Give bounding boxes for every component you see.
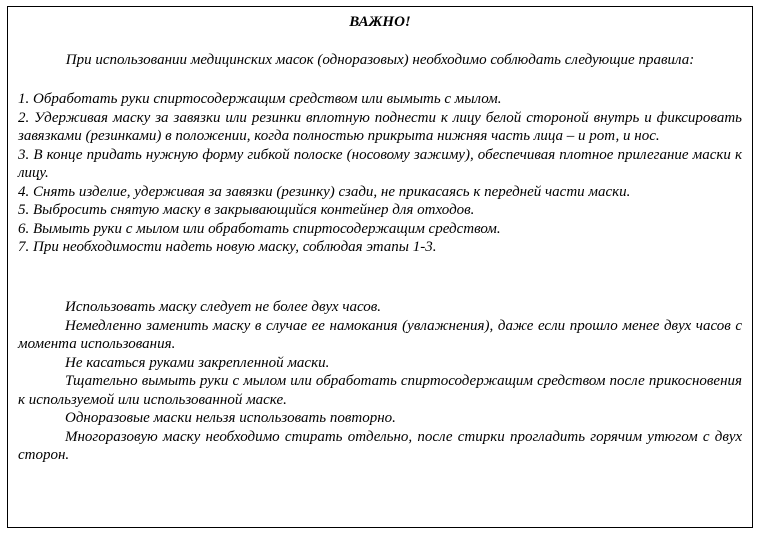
rule-item: 5. Выбросить снятую маску в закрывающийся контейнер для отходов. xyxy=(18,202,475,218)
rule-item: 3. В конце придать нужную форму гибкой полоске (носовому зажиму), обеспечивая плотное прилегание маски к лицу. xyxy=(18,146,742,181)
notice-frame xyxy=(7,6,753,528)
note-paragraph: Одноразовые маски нельзя использовать повторно. xyxy=(65,410,396,426)
note-paragraph: Тщательно вымыть руки с мылом или обработать спиртосодержащим средством после прикосновения к используемой или использованной маске. xyxy=(18,373,742,408)
rule-item: 6. Вымыть руки с мылом или обработать спиртосодержащим средством. xyxy=(18,220,501,237)
notice-intro: При использовании медицинских масок (одноразовых) необходимо соблюдать следующие правила: xyxy=(65,52,695,68)
note-paragraph: Многоразовую маску необходимо стирать отдельно, после стирки прогладить горячим утюгом с двух сторон. xyxy=(18,428,742,463)
rule-item: 2. Удерживая маску за завязки или резинки вплотную поднести к лицу белой стороной внутрь и фиксировать завязками (резинками) в положении, когда полностью прикрыта нижняя часть лица – и рот, и нос. xyxy=(18,109,742,144)
note-paragraph: Использовать маску следует не более двух часов. xyxy=(65,299,382,315)
note-paragraph: Не касаться руками закрепленной маски. xyxy=(65,354,330,371)
notes-section xyxy=(18,298,742,465)
rules-list xyxy=(18,90,742,257)
rule-item: 1. Обработать руки спиртосодержащим средством или вымыть с мылом. xyxy=(18,91,502,107)
notice-title: ВАЖНО! xyxy=(349,14,411,30)
rule-item: 4. Снять изделие, удерживая за завязки (резинку) сзади, не прикасаясь к передней части маски. xyxy=(18,183,631,200)
note-paragraph: Немедленно заменить маску в случае ее намокания (увлажнения), даже если прошло менее двух часов с момента использования. xyxy=(18,317,742,352)
rule-item: 7. При необходимости надеть новую маску, соблюдая этапы 1-3. xyxy=(18,239,437,255)
